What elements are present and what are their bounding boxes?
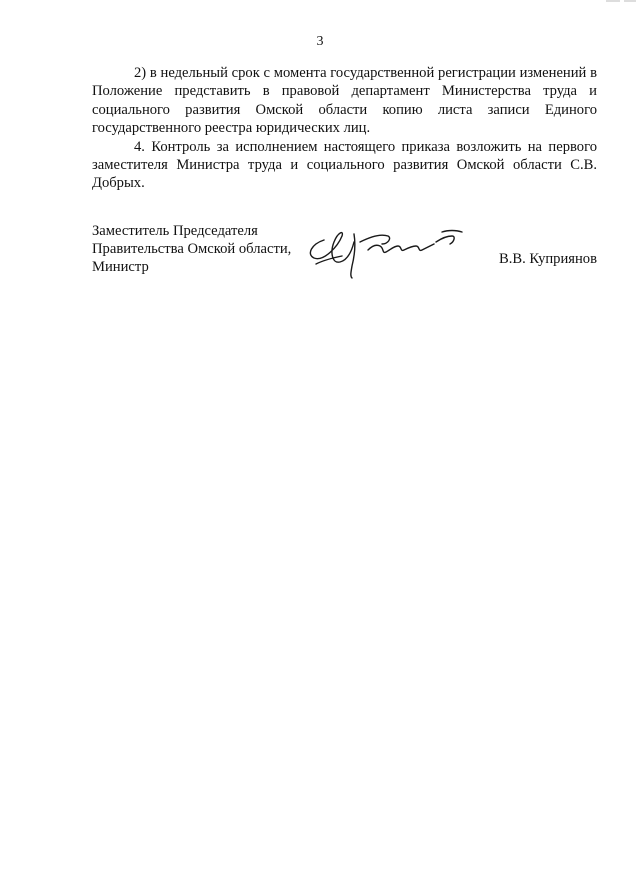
document-body [92, 64, 597, 193]
handwritten-signature [302, 220, 472, 280]
page-number: 3 [316, 34, 324, 49]
paragraph-item-4: 4. Контроль за исполнением настоящего приказа возложить на первого заместителя Министра труда и социального развития Омской области С.В. Добрых. [92, 138, 597, 192]
signer-position-line: Правительства Омской области, [92, 241, 292, 257]
signer-name: В.В. Куприянов [499, 251, 597, 267]
signer-position-line: Заместитель Председателя [92, 223, 258, 239]
scan-corner-mark [606, 0, 636, 4]
signature-block [92, 222, 597, 292]
paragraph-item-2: 2) в недельный срок с момента государственной регистрации изменений в Положение представить в правовой департамент Министерства труда и социального развития Омской области копию листа записи Единого государственного реестра юридических лиц. [92, 65, 597, 137]
signer-position-line: Министр [92, 259, 149, 275]
